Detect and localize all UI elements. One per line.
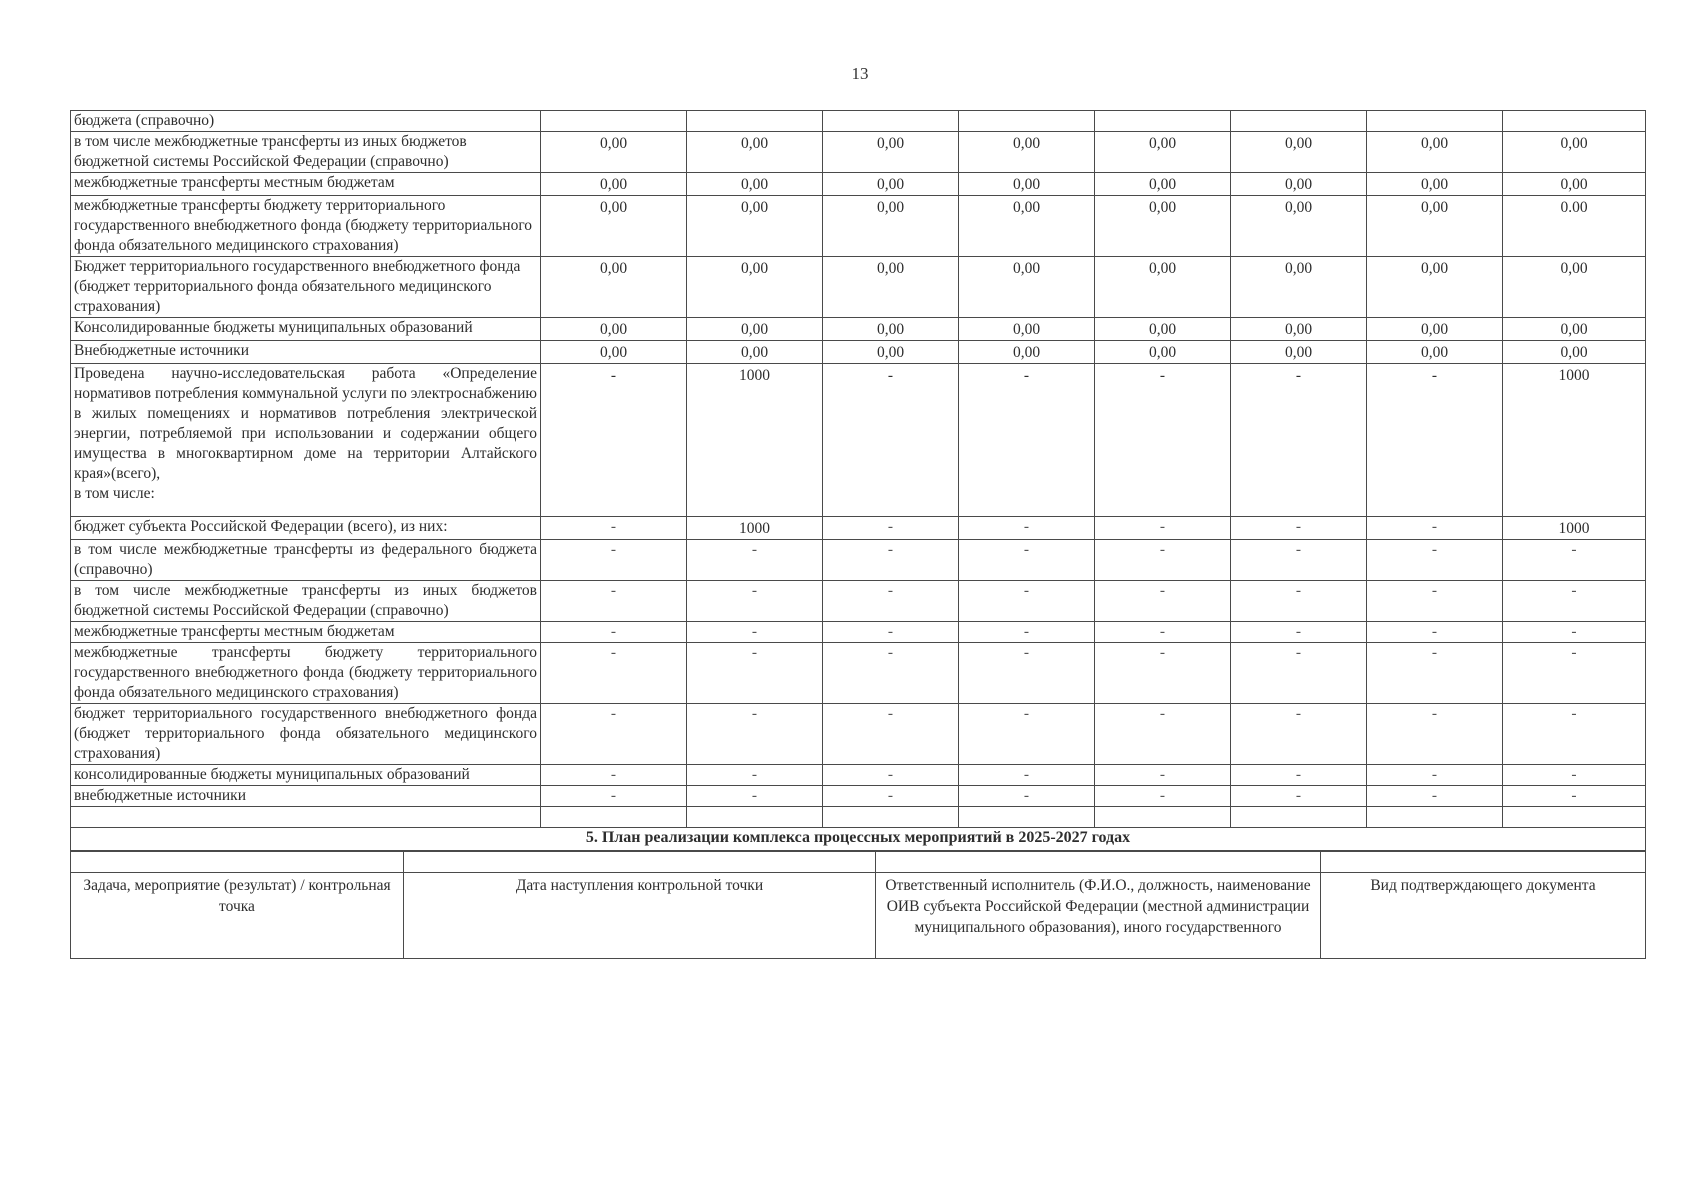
finance-top-row-value: 0,00 [1231,132,1367,173]
finance-top-row-value: 0,00 [687,173,823,196]
finance-top-row-value: 0,00 [687,257,823,318]
finance-bottom-row-value: - [1367,540,1503,581]
finance-bottom-row-value: - [541,704,687,765]
finance-top-row-value: 0,00 [1231,196,1367,257]
finance-top-row-label: Консолидированные бюджеты муниципальных образований [71,318,541,341]
finance-top-row-value: 0,00 [1095,341,1231,364]
research-row [71,364,1646,517]
finance-bottom-row-value: - [687,540,823,581]
finance-bottom-row-value: - [1367,622,1503,643]
finance-bottom-row [71,622,1646,643]
finance-top-row-value: 0,00 [1231,257,1367,318]
finance-bottom-row-value: 1000 [1503,517,1646,540]
finance-bottom-row-value: - [959,622,1095,643]
finance-bottom-row-value: - [959,581,1095,622]
research-value: 1000 [687,364,823,517]
finance-bottom-row-value: - [1231,643,1367,704]
finance-top-row-value [959,111,1095,132]
finance-bottom-row-value: - [959,765,1095,786]
finance-bottom-row-value: - [823,581,959,622]
plan-header-row [71,873,1646,959]
research-section [71,364,1646,517]
finance-bottom-row-value: - [1367,517,1503,540]
finance-bottom-row-value: - [1503,765,1646,786]
finance-bottom-row-value: - [1503,540,1646,581]
finance-bottom-row-value: - [823,622,959,643]
finance-bottom-row-value: - [959,786,1095,807]
finance-top-row [71,318,1646,341]
finance-top-row [71,341,1646,364]
finance-top-row-value: 0,00 [1503,318,1646,341]
finance-top-row [71,173,1646,196]
finance-bottom-row-value: - [823,517,959,540]
section-title: 5. План реализации комплекса процессных мероприятий в 2025-2027 годах [71,828,1646,851]
finance-bottom-row-value: - [1231,704,1367,765]
finance-bottom-row-value: - [541,517,687,540]
finance-top-row-value: 0,00 [823,257,959,318]
finance-top-row-value: 0,00 [1231,341,1367,364]
finance-top-row-value: 0,00 [1095,173,1231,196]
finance-top-row-value: 0,00 [541,132,687,173]
finance-top-row-value: 0,00 [687,341,823,364]
section-5-header [71,807,1646,851]
plan-blank-row [71,852,1646,873]
finance-top-row-label: Внебюджетные источники [71,341,541,364]
finance-top-row-value: 0,00 [959,173,1095,196]
finance-bottom-row-value: - [541,786,687,807]
finance-top-row-value: 0,00 [1503,132,1646,173]
finance-bottom-row [71,765,1646,786]
finance-bottom-row-value: - [541,581,687,622]
finance-top-row-value: 0,00 [541,341,687,364]
finance-bottom-row-value: - [823,786,959,807]
finance-top-row-value [1503,111,1646,132]
finance-bottom-row [71,540,1646,581]
finance-bottom-row-value: - [1503,581,1646,622]
finance-top-row-value: 0,00 [1231,173,1367,196]
finance-top-row-value: 0,00 [1367,196,1503,257]
finance-top-row-label: межбюджетные трансферты бюджету территориального государственного внебюджетного фонда (бюджету территориального фонда обязательного медицинского страхования) [71,196,541,257]
plan-header-task: Задача, мероприятие (результат) / контрольная точка [71,873,404,959]
finance-top-row-value: 0,00 [959,257,1095,318]
finance-top-row-value: 0,00 [1367,341,1503,364]
budget-financing-table [70,110,1646,851]
finance-top-row-value: 0,00 [823,196,959,257]
research-value: 1000 [1503,364,1646,517]
finance-bottom-row-value: - [823,704,959,765]
finance-top-row-value [541,111,687,132]
finance-top-row-value [1095,111,1231,132]
finance-bottom-row-value: - [1095,581,1231,622]
finance-bottom-row-value: - [541,643,687,704]
finance-bottom-row [71,643,1646,704]
finance-top-row-value: 0,00 [1095,132,1231,173]
finance-top-row-value [1231,111,1367,132]
finance-top-row-value [687,111,823,132]
finance-top-row-value: 0,00 [541,173,687,196]
finance-top-row-value: 0,00 [1503,173,1646,196]
finance-bottom-row-value: - [541,622,687,643]
finance-top-row-label: бюджета (справочно) [71,111,541,132]
finance-bottom-row-value: - [1095,622,1231,643]
finance-top-row-value: 0,00 [1503,257,1646,318]
finance-bottom-row-value: - [541,540,687,581]
finance-top-row-value: 0,00 [1367,132,1503,173]
finance-top-row-value: 0,00 [687,132,823,173]
finance-top-row-value: 0,00 [1503,341,1646,364]
finance-bottom-row-label: в том числе межбюджетные трансферты из федерального бюджета (справочно) [71,540,541,581]
finance-bottom-row-value: - [823,540,959,581]
finance-bottom-row-value: - [959,517,1095,540]
finance-bottom-row-value: - [687,765,823,786]
finance-bottom-row [71,581,1646,622]
finance-top-row-value: 0,00 [687,318,823,341]
finance-bottom-row-value: - [687,643,823,704]
finance-bottom-row-value: - [1503,786,1646,807]
finance-bottom-row-value: - [823,643,959,704]
plan-header-responsible: Ответственный исполнитель (Ф.И.О., должность, наименование ОИВ субъекта Российской Федерации (местной администрации муниципального образования), иного государственного [876,873,1321,959]
finance-top-row-label: Бюджет территориального государственного внебюджетного фонда (бюджет территориального фонда обязательного медицинского страхования) [71,257,541,318]
finance-rows-bottom [71,517,1646,807]
research-value: - [1367,364,1503,517]
finance-top-row-value: 0,00 [1367,318,1503,341]
finance-bottom-row-value: - [1367,786,1503,807]
finance-rows-top [71,111,1646,364]
finance-bottom-row-label: консолидированные бюджеты муниципальных образований [71,765,541,786]
finance-top-row-value: 0,00 [1367,257,1503,318]
finance-top-row-value: 0,00 [823,132,959,173]
research-row-text: Проведена научно-исследовательская работа «Определение нормативов потребления коммунальной услуги по электроснабжению в жилых помещениях и нормативов потребления электрической энергии, потребляемой при использовании и содержании общего имущества в многоквартирном доме на территории Алтайского края»(всего), [74,365,537,482]
finance-top-row-value: 0,00 [541,196,687,257]
research-value: - [1231,364,1367,517]
page-number: 13 [851,64,869,83]
section-title-row [71,828,1646,851]
finance-top-row-label: межбюджетные трансферты местным бюджетам [71,173,541,196]
finance-bottom-row-value: - [687,581,823,622]
finance-top-row-value: 0,00 [541,257,687,318]
finance-bottom-row-value: - [1231,540,1367,581]
research-value: - [1095,364,1231,517]
finance-bottom-row-value: - [1503,643,1646,704]
finance-bottom-row-label: внебюджетные источники [71,786,541,807]
finance-bottom-row [71,517,1646,540]
finance-bottom-row-value: - [959,704,1095,765]
finance-bottom-row-value: - [1503,622,1646,643]
finance-bottom-row-value: - [959,540,1095,581]
finance-bottom-row-label: межбюджетные трансферты местным бюджетам [71,622,541,643]
finance-top-row-value: 0,00 [959,132,1095,173]
finance-top-row-value: 0,00 [1095,257,1231,318]
finance-bottom-row-value: - [1231,517,1367,540]
finance-bottom-row-value: - [687,786,823,807]
finance-top-row-value [1367,111,1503,132]
finance-bottom-row-value: - [1231,765,1367,786]
research-value: - [823,364,959,517]
finance-bottom-row-value: - [1503,704,1646,765]
finance-bottom-row-value: - [1367,643,1503,704]
finance-top-row [71,132,1646,173]
finance-top-row-value: 0,00 [1367,173,1503,196]
finance-bottom-row-value: - [687,704,823,765]
research-row-label [71,364,541,517]
finance-top-row [71,196,1646,257]
finance-top-row-value: 0,00 [823,318,959,341]
finance-bottom-row-value: - [1367,765,1503,786]
research-value: - [959,364,1095,517]
finance-bottom-row-value: - [1095,540,1231,581]
spacer-row [71,807,1646,828]
finance-top-row-label: в том числе межбюджетные трансферты из иных бюджетов бюджетной системы Российской Федерации (справочно) [71,132,541,173]
finance-top-row [71,111,1646,132]
finance-top-row-value: 0,00 [823,341,959,364]
research-row-tail: в том числе: [74,485,155,502]
finance-bottom-row-value: - [959,643,1095,704]
finance-bottom-row-value: - [1095,765,1231,786]
finance-bottom-row-value: - [1095,786,1231,807]
finance-bottom-row [71,704,1646,765]
finance-bottom-row-value: - [1367,704,1503,765]
finance-bottom-row-label: бюджет территориального государственного внебюджетного фонда (бюджет территориального фонда обязательного медицинского страхования) [71,704,541,765]
finance-bottom-row-label: в том числе межбюджетные трансферты из иных бюджетов бюджетной системы Российской Федерации (справочно) [71,581,541,622]
finance-top-row-value: 0,00 [541,318,687,341]
finance-top-row-value: 0,00 [959,341,1095,364]
finance-bottom-row-value: - [1095,517,1231,540]
finance-bottom-row-value: 1000 [687,517,823,540]
finance-top-row-value: 0,00 [1095,196,1231,257]
plan-table [70,851,1646,959]
finance-top-row-value: 0,00 [823,173,959,196]
plan-header-document: Вид подтверждающего документа [1321,873,1646,959]
finance-top-row-value: 0,00 [959,318,1095,341]
finance-bottom-row-value: - [541,765,687,786]
finance-top-row-value: 0,00 [1095,318,1231,341]
finance-top-row-value: 0.00 [1503,196,1646,257]
research-value: - [541,364,687,517]
finance-bottom-row-value: - [1095,643,1231,704]
finance-bottom-row-value: - [1231,622,1367,643]
finance-top-row-value: 0,00 [1231,318,1367,341]
finance-bottom-row-value: - [687,622,823,643]
finance-top-row-value [823,111,959,132]
finance-top-row [71,257,1646,318]
finance-bottom-row-value: - [823,765,959,786]
finance-bottom-row-value: - [1367,581,1503,622]
finance-top-row-value: 0,00 [687,196,823,257]
finance-bottom-row-value: - [1095,704,1231,765]
finance-bottom-row-label: межбюджетные трансферты бюджету территориального государственного внебюджетного фонда (бюджету территориального фонда обязательного медицинского страхования) [71,643,541,704]
finance-bottom-row-value: - [1231,581,1367,622]
budget-table-wrapper [70,110,1645,959]
finance-bottom-row-label: бюджет субъекта Российской Федерации (всего), из них: [71,517,541,540]
finance-top-row-value: 0,00 [959,196,1095,257]
finance-bottom-row-value: - [1231,786,1367,807]
plan-header-date: Дата наступления контрольной точки [404,873,876,959]
finance-bottom-row [71,786,1646,807]
